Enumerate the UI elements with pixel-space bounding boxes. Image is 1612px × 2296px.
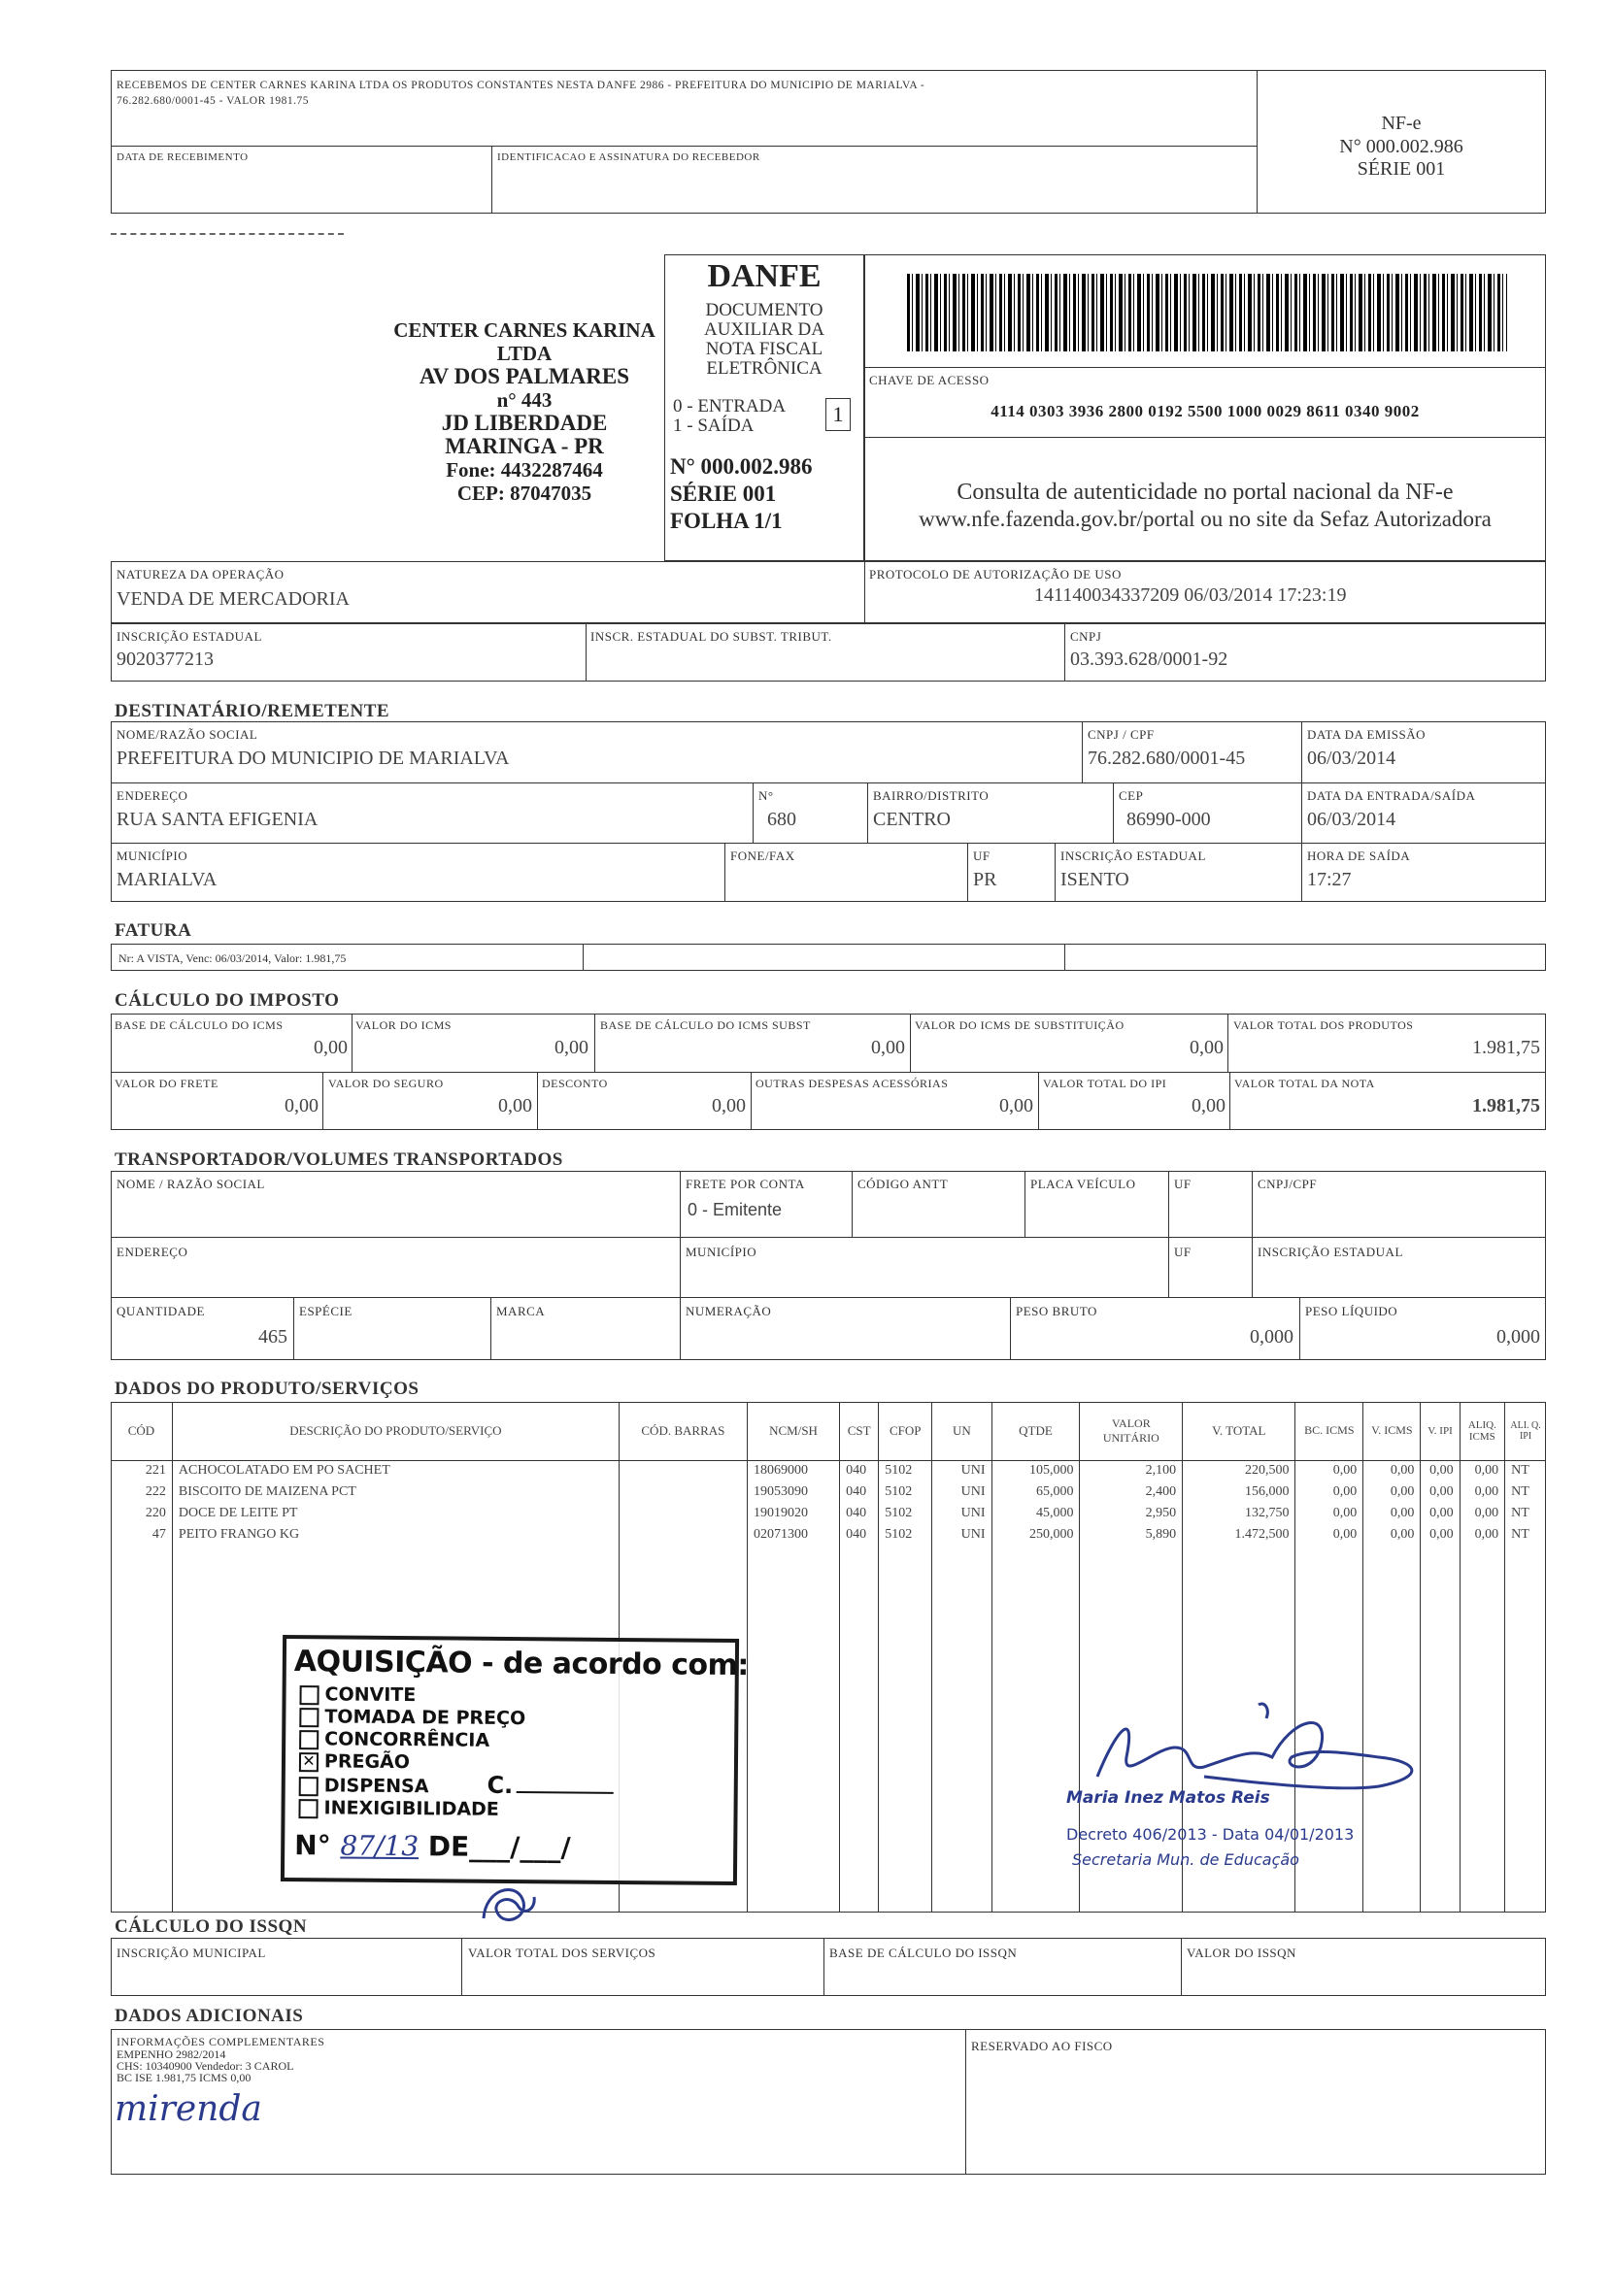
imp-v-icms-label: VALOR DO ICMS — [355, 1018, 452, 1032]
transp-frete-label: FRETE POR CONTA — [686, 1177, 805, 1191]
col-ncm: NCM/SH — [747, 1402, 839, 1460]
cell-v-icms: 0,00 — [1363, 1460, 1421, 1481]
stamp-item-convite — [299, 1683, 615, 1709]
chave-label: CHAVE DE ACESSO — [869, 373, 990, 387]
table-row — [111, 1481, 1546, 1503]
danfe-saida: 1 - SAÍDA — [673, 416, 755, 436]
danfe-sub2: AUXILIAR DA — [703, 319, 824, 340]
issqn-base-label: BASE DE CÁLCULO DO ISSQN — [829, 1946, 1018, 1960]
reservado-fisco-label: RESERVADO AO FISCO — [971, 2039, 1113, 2053]
cell-aliq-icms: 0,00 — [1460, 1460, 1505, 1481]
col-bc-icms: BC. ICMS — [1295, 1402, 1363, 1460]
checkbox-icon — [298, 1799, 318, 1818]
natureza-label: NATUREZA DA OPERAÇÃO — [117, 567, 285, 582]
cell-aliq-icms: 0,00 — [1460, 1524, 1505, 1546]
imp-bc-st: 0,00 — [871, 1037, 905, 1058]
danfe-sub1: DOCUMENTO — [705, 300, 823, 320]
canhoto-nfe-numero: N° 000.002.986 — [1339, 136, 1463, 157]
cell-bc-icms: 0,00 — [1295, 1481, 1363, 1503]
cell-ncm: 19053090 — [747, 1481, 839, 1503]
dest-fone-label: FONE/FAX — [730, 849, 795, 863]
data-recebimento-label: DATA DE RECEBIMENTO — [117, 151, 249, 163]
protocolo-value: 141140034337209 06/03/2014 17:23:19 — [1034, 584, 1347, 606]
cell-cfop: 5102 — [879, 1503, 932, 1524]
cell-v-ipi: 0,00 — [1421, 1460, 1460, 1481]
transp-peso-bruto: 0,000 — [1250, 1326, 1293, 1348]
emitente-block — [379, 318, 670, 505]
emitente-bairro: JD LIBERDADE — [441, 411, 608, 435]
dest-endereco-label: ENDEREÇO — [117, 788, 188, 803]
cell-cst: 040 — [840, 1503, 879, 1524]
col-aliq-ipi: ALI. Q. IPI — [1510, 1419, 1541, 1442]
cell-aliq-icms: 0,00 — [1460, 1481, 1505, 1503]
cell-cfop: 5102 — [879, 1460, 932, 1481]
imp-ipi: 0,00 — [1192, 1095, 1226, 1116]
signature-name: Maria Inez Matos Reis — [1066, 1788, 1270, 1808]
cell-cst: 040 — [840, 1460, 879, 1481]
issqn-total-label: VALOR TOTAL DOS SERVIÇOS — [468, 1946, 656, 1960]
imp-outras-label: OUTRAS DESPESAS ACESSÓRIAS — [756, 1077, 949, 1090]
info-compl-label: INFORMAÇÕES COMPLEMENTARES — [117, 2035, 325, 2048]
cell-v-icms: 0,00 — [1363, 1524, 1421, 1546]
cell-aliq-ipi: NT — [1511, 1484, 1529, 1499]
dest-hora: 17:27 — [1307, 869, 1352, 890]
fatura-text: Nr: A VISTA, Venc: 06/03/2014, Valor: 1.981,75 — [118, 951, 347, 965]
col-cod: CÓD — [111, 1402, 172, 1460]
dest-endereco: RUA SANTA EFIGENIA — [117, 809, 319, 830]
cell-bc-icms: 0,00 — [1295, 1460, 1363, 1481]
transp-numeracao-label: NUMERAÇÃO — [686, 1304, 772, 1318]
col-valor-unitario: VALOR UNITÁRIO — [1080, 1402, 1183, 1460]
cell-cst: 040 — [840, 1524, 879, 1546]
imp-seguro: 0,00 — [498, 1095, 532, 1116]
stamp-item-label: DISPENSA — [323, 1775, 429, 1798]
protocolo-label: PROTOCOLO DE AUTORIZAÇÃO DE USO — [869, 567, 1122, 582]
stamp-title: AQUISIÇÃO - de acordo com: — [293, 1645, 749, 1683]
canhoto-nfe-serie: SÉRIE 001 — [1357, 158, 1446, 180]
cell-un: UNI — [932, 1503, 991, 1524]
destinatario-section-title: DESTINATÁRIO/REMETENTE — [115, 701, 390, 721]
cell-cod-barras — [619, 1481, 747, 1503]
transp-peso-liquido: 0,000 — [1496, 1326, 1540, 1348]
stamp-item-tomada — [299, 1706, 615, 1731]
chave-value: 4114 0303 3936 2800 0192 5500 1000 0029 8611 0340 9002 — [991, 402, 1420, 420]
imp-bc-icms: 0,00 — [314, 1037, 348, 1058]
ie-label: INSCRIÇÃO ESTADUAL — [117, 629, 262, 644]
table-row — [111, 1524, 1546, 1546]
cell-aliq-ipi: NT — [1511, 1463, 1529, 1479]
danfe-sub3: NOTA FISCAL — [705, 339, 823, 359]
ie-st-label: INSCR. ESTADUAL DO SUBST. TRIBUT. — [590, 629, 832, 644]
stamp-item-inexigibilidade — [298, 1797, 614, 1822]
cell-bc-icms: 0,00 — [1295, 1503, 1363, 1524]
cell-qtde: 105,000 — [991, 1460, 1080, 1481]
canhoto-recebemos-text2: 76.282.680/0001-45 - VALOR 1981.75 — [117, 95, 310, 107]
imp-total-prod-label: VALOR TOTAL DOS PRODUTOS — [1233, 1018, 1414, 1032]
dest-municipio-label: MUNICÍPIO — [117, 849, 188, 863]
dest-emissao: 06/03/2014 — [1307, 748, 1396, 769]
fatura-section-title: FATURA — [115, 920, 192, 941]
natureza-value: VENDA DE MERCADORIA — [117, 588, 350, 610]
emitente-cidade: MARINGA - PR — [445, 434, 604, 458]
col-aliq-icms: ALIQ. ICMS — [1460, 1402, 1505, 1460]
barcode — [907, 274, 1507, 351]
cell-cfop: 5102 — [879, 1524, 932, 1546]
danfe-entrada: 0 - ENTRADA — [673, 396, 787, 416]
emitente-endereco: AV DOS PALMARES — [420, 364, 629, 388]
cell-descricao: BISCOITO DE MAIZENA PCT — [172, 1481, 619, 1503]
dest-nome-label: NOME/RAZÃO SOCIAL — [117, 727, 258, 742]
imp-desconto: 0,00 — [712, 1095, 746, 1116]
stamp-numero: 87/13 — [340, 1829, 420, 1863]
transp-municipio-label: MUNICÍPIO — [686, 1245, 757, 1259]
col-cst: CST — [840, 1402, 879, 1460]
checkbox-checked-icon: ✕ — [299, 1752, 319, 1772]
consulta-line2: www.nfe.fazenda.gov.br/portal ou no site da Sefaz Autorizadora — [919, 507, 1492, 531]
cell-v-total: 132,750 — [1183, 1503, 1295, 1524]
transporte-section-title: TRANSPORTADOR/VOLUMES TRANSPORTADOS — [115, 1149, 563, 1170]
imp-v-st-label: VALOR DO ICMS DE SUBSTITUIÇÃO — [915, 1018, 1125, 1032]
checkbox-icon — [299, 1777, 319, 1796]
imp-ipi-label: VALOR TOTAL DO IPI — [1043, 1077, 1167, 1090]
checkbox-icon — [299, 1708, 319, 1727]
stamp-numero-label: N° — [294, 1829, 331, 1862]
checkbox-icon — [299, 1730, 319, 1749]
imp-bc-st-label: BASE DE CÁLCULO DO ICMS SUBST — [600, 1018, 811, 1032]
info-compl-lines — [117, 2048, 293, 2083]
danfe-serie: SÉRIE 001 — [670, 482, 777, 506]
imp-frete: 0,00 — [285, 1095, 319, 1116]
dest-cnpj-label: CNPJ / CPF — [1088, 727, 1155, 742]
cell-ncm: 18069000 — [747, 1460, 839, 1481]
table-row — [111, 1460, 1546, 1481]
ie-value: 9020377213 — [117, 649, 214, 670]
imp-total-prod: 1.981,75 — [1472, 1037, 1540, 1058]
cell-v-icms: 0,00 — [1363, 1481, 1421, 1503]
cell-cod: 221 — [111, 1460, 172, 1481]
dest-ie-label: INSCRIÇÃO ESTADUAL — [1060, 849, 1206, 863]
transp-frete: 0 - Emitente — [688, 1200, 783, 1219]
cell-qtde: 250,000 — [991, 1524, 1080, 1546]
consulta-line1: Consulta de autenticidade no portal nacional da NF-e — [957, 480, 1454, 505]
stamp-initials-icon — [476, 1880, 544, 1934]
cell-v-ipi: 0,00 — [1421, 1481, 1460, 1503]
emitente-nome1: CENTER CARNES KARINA — [393, 318, 655, 342]
danfe-folha: FOLHA 1/1 — [670, 509, 783, 533]
stamp-item-concorrencia — [299, 1728, 615, 1753]
cell-cfop: 5102 — [879, 1481, 932, 1503]
transp-marca-label: MARCA — [496, 1304, 546, 1318]
cell-aliq-ipi: NT — [1511, 1527, 1529, 1542]
adicionais-section-title: DADOS ADICIONAIS — [115, 2006, 304, 2026]
cell-v-icms: 0,00 — [1363, 1503, 1421, 1524]
dest-municipio: MARIALVA — [117, 869, 218, 890]
cnpj-value: 03.393.628/0001-92 — [1070, 649, 1228, 670]
danfe-sub4: ELETRÔNICA — [706, 358, 823, 379]
col-descricao: DESCRIÇÃO DO PRODUTO/SERVIÇO — [172, 1402, 619, 1460]
stamp-item-label: INEXIGIBILIDADE — [323, 1797, 499, 1820]
dest-numero-label: N° — [758, 788, 774, 803]
imp-v-icms: 0,00 — [554, 1037, 588, 1058]
col-cfop: CFOP — [879, 1402, 932, 1460]
cell-cod-barras — [619, 1524, 747, 1546]
transp-peso-liquido-label: PESO LÍQUIDO — [1305, 1304, 1398, 1318]
col-v-total: V. TOTAL — [1183, 1402, 1295, 1460]
issqn-valor-label: VALOR DO ISSQN — [1187, 1946, 1296, 1960]
imp-seguro-label: VALOR DO SEGURO — [328, 1077, 444, 1090]
danfe-tipo-box: 1 — [825, 398, 851, 431]
cell-valor-unitario: 5,890 — [1080, 1524, 1183, 1546]
dest-cep-label: CEP — [1119, 788, 1144, 803]
col-v-ipi: V. IPI — [1421, 1402, 1460, 1460]
cell-v-total: 220,500 — [1183, 1460, 1295, 1481]
transp-nome-label: NOME / RAZÃO SOCIAL — [117, 1177, 265, 1191]
signature-decreto: Decreto 406/2013 - Data 04/01/2013 — [1066, 1825, 1355, 1844]
stamp-de-label: DE — [427, 1830, 470, 1863]
cnpj-label: CNPJ — [1070, 629, 1102, 644]
cell-valor-unitario: 2,100 — [1080, 1460, 1183, 1481]
dest-bairro: CENTRO — [873, 809, 951, 830]
produtos-header-row — [111, 1402, 1546, 1460]
cell-qtde: 65,000 — [991, 1481, 1080, 1503]
transp-qtd: 465 — [258, 1326, 287, 1348]
transp-ie-label: INSCRIÇÃO ESTADUAL — [1258, 1245, 1403, 1259]
cell-aliq-ipi: NT — [1511, 1506, 1529, 1520]
transp-antt-label: CÓDIGO ANTT — [857, 1177, 949, 1191]
emitente-fone: Fone: 4432287464 — [446, 458, 603, 482]
cell-descricao: DOCE DE LEITE PT — [172, 1503, 619, 1524]
transp-placa-label: PLACA VEÍCULO — [1030, 1177, 1136, 1191]
cell-valor-unitario: 2,950 — [1080, 1503, 1183, 1524]
transp-cnpj-label: CNPJ/CPF — [1258, 1177, 1318, 1191]
stamp-item-label: CONVITE — [324, 1683, 417, 1707]
transp-qtd-label: QUANTIDADE — [117, 1304, 205, 1318]
emitente-cep: CEP: 87047035 — [456, 482, 592, 505]
cell-ncm: 02071300 — [747, 1524, 839, 1546]
dest-ie: ISENTO — [1060, 869, 1129, 890]
cell-cod: 220 — [111, 1503, 172, 1524]
dest-cep: 86990-000 — [1126, 809, 1211, 830]
dest-numero: 680 — [767, 809, 796, 830]
dest-entrada-label: DATA DA ENTRADA/SAÍDA — [1307, 788, 1476, 803]
cell-v-ipi: 0,00 — [1421, 1524, 1460, 1546]
canhoto-nfe-label: NF-e — [1381, 113, 1422, 134]
cell-v-total: 1.472,500 — [1183, 1524, 1295, 1546]
dest-bairro-label: BAIRRO/DISTRITO — [873, 788, 990, 803]
emitente-numero: n° 443 — [496, 388, 553, 412]
cell-un: UNI — [932, 1481, 991, 1503]
info-line: BC ISE 1.981,75 ICMS 0,00 — [117, 2071, 252, 2084]
cell-cod-barras — [619, 1460, 747, 1481]
imposto-section-title: CÁLCULO DO IMPOSTO — [115, 990, 340, 1011]
dest-emissao-label: DATA DA EMISSÃO — [1307, 727, 1427, 742]
cell-aliq-icms: 0,00 — [1460, 1503, 1505, 1524]
imp-desconto-label: DESCONTO — [542, 1077, 608, 1090]
cell-qtde: 45,000 — [991, 1503, 1080, 1524]
cell-cod: 222 — [111, 1481, 172, 1503]
cell-valor-unitario: 2,400 — [1080, 1481, 1183, 1503]
aquisicao-stamp: AQUISIÇÃO - de acordo com: CONVITE TOMADA DE PREÇO CONCORRÊNCIA ✕ PREGÃO DISPENSA C. INEXIGIBILIDADE N° 87/13 DE___/___/ — [281, 1635, 739, 1885]
transp-uf2-label: UF — [1174, 1245, 1192, 1259]
signature-cargo: Secretaria Mun. de Educação — [1072, 1850, 1299, 1869]
danfe-subtitle — [664, 301, 864, 379]
cell-descricao: PEITO FRANGO KG — [172, 1524, 619, 1546]
checkbox-icon — [299, 1685, 319, 1705]
produtos-section-title: DADOS DO PRODUTO/SERVIÇOS — [115, 1379, 420, 1399]
cell-descricao: ACHOCOLATADO EM PO SACHET — [172, 1460, 619, 1481]
imp-v-st: 0,00 — [1190, 1037, 1224, 1058]
cell-cod-barras — [619, 1503, 747, 1524]
rubrica: mirenda — [115, 2089, 262, 2129]
danfe-title: DANFE — [707, 258, 822, 294]
stamp-item-label: PREGÃO — [323, 1750, 411, 1774]
col-cod-barras: CÓD. BARRAS — [619, 1402, 747, 1460]
cell-cod: 47 — [111, 1524, 172, 1546]
cell-un: UNI — [932, 1460, 991, 1481]
cell-un: UNI — [932, 1524, 991, 1546]
stamp-item-label: CONCORRÊNCIA — [324, 1728, 490, 1751]
emitente-nome2: LTDA — [496, 342, 553, 365]
stamp-dispensa-c: C. — [487, 1771, 514, 1800]
dest-entrada: 06/03/2014 — [1307, 809, 1396, 830]
stamp-item-pregao — [299, 1750, 615, 1776]
info-line: CHS: 10340900 Vendedor: 3 CAROL — [117, 2059, 294, 2073]
col-un: UN — [932, 1402, 991, 1460]
canhoto-cut-line — [111, 233, 344, 235]
danfe-numero: N° 000.002.986 — [670, 454, 813, 479]
dest-uf: PR — [973, 869, 997, 890]
imp-total-nota: 1.981,75 — [1472, 1095, 1540, 1116]
imp-total-nota-label: VALOR TOTAL DA NOTA — [1234, 1077, 1375, 1090]
canhoto-recebemos-text: RECEBEMOS DE CENTER CARNES KARINA LTDA OS PRODUTOS CONSTANTES NESTA DANFE 2986 - PREFEITURA DO MUNICIPIO DE MARIALVA - — [117, 80, 925, 91]
issqn-inscricao-label: INSCRIÇÃO MUNICIPAL — [117, 1946, 266, 1960]
imp-bc-icms-label: BASE DE CÁLCULO DO ICMS — [115, 1018, 284, 1032]
dest-nome: PREFEITURA DO MUNICIPIO DE MARIALVA — [117, 748, 510, 769]
info-line: EMPENHO 2982/2014 — [117, 2047, 226, 2061]
transp-uf-label: UF — [1174, 1177, 1192, 1191]
identificacao-label: IDENTIFICACAO E ASSINATURA DO RECEBEDOR — [497, 151, 760, 163]
stamp-item-label: TOMADA DE PREÇO — [324, 1706, 526, 1730]
dest-hora-label: HORA DE SAÍDA — [1307, 849, 1411, 863]
stamp-item-dispensa — [299, 1773, 615, 1800]
col-qtde: QTDE — [991, 1402, 1080, 1460]
imp-outras: 0,00 — [999, 1095, 1033, 1116]
transp-endereco-label: ENDEREÇO — [117, 1245, 188, 1259]
dest-uf-label: UF — [973, 849, 991, 863]
transp-especie-label: ESPÉCIE — [299, 1304, 353, 1318]
col-v-icms: V. ICMS — [1363, 1402, 1421, 1460]
imp-frete-label: VALOR DO FRETE — [115, 1077, 218, 1090]
cell-bc-icms: 0,00 — [1295, 1524, 1363, 1546]
table-row — [111, 1503, 1546, 1524]
cell-v-total: 156,000 — [1183, 1481, 1295, 1503]
transp-peso-bruto-label: PESO BRUTO — [1016, 1304, 1097, 1318]
dest-cnpj: 76.282.680/0001-45 — [1088, 748, 1246, 769]
issqn-section-title: CÁLCULO DO ISSQN — [115, 1916, 308, 1937]
cell-v-ipi: 0,00 — [1421, 1503, 1460, 1524]
cell-ncm: 19019020 — [747, 1503, 839, 1524]
cell-cst: 040 — [840, 1481, 879, 1503]
